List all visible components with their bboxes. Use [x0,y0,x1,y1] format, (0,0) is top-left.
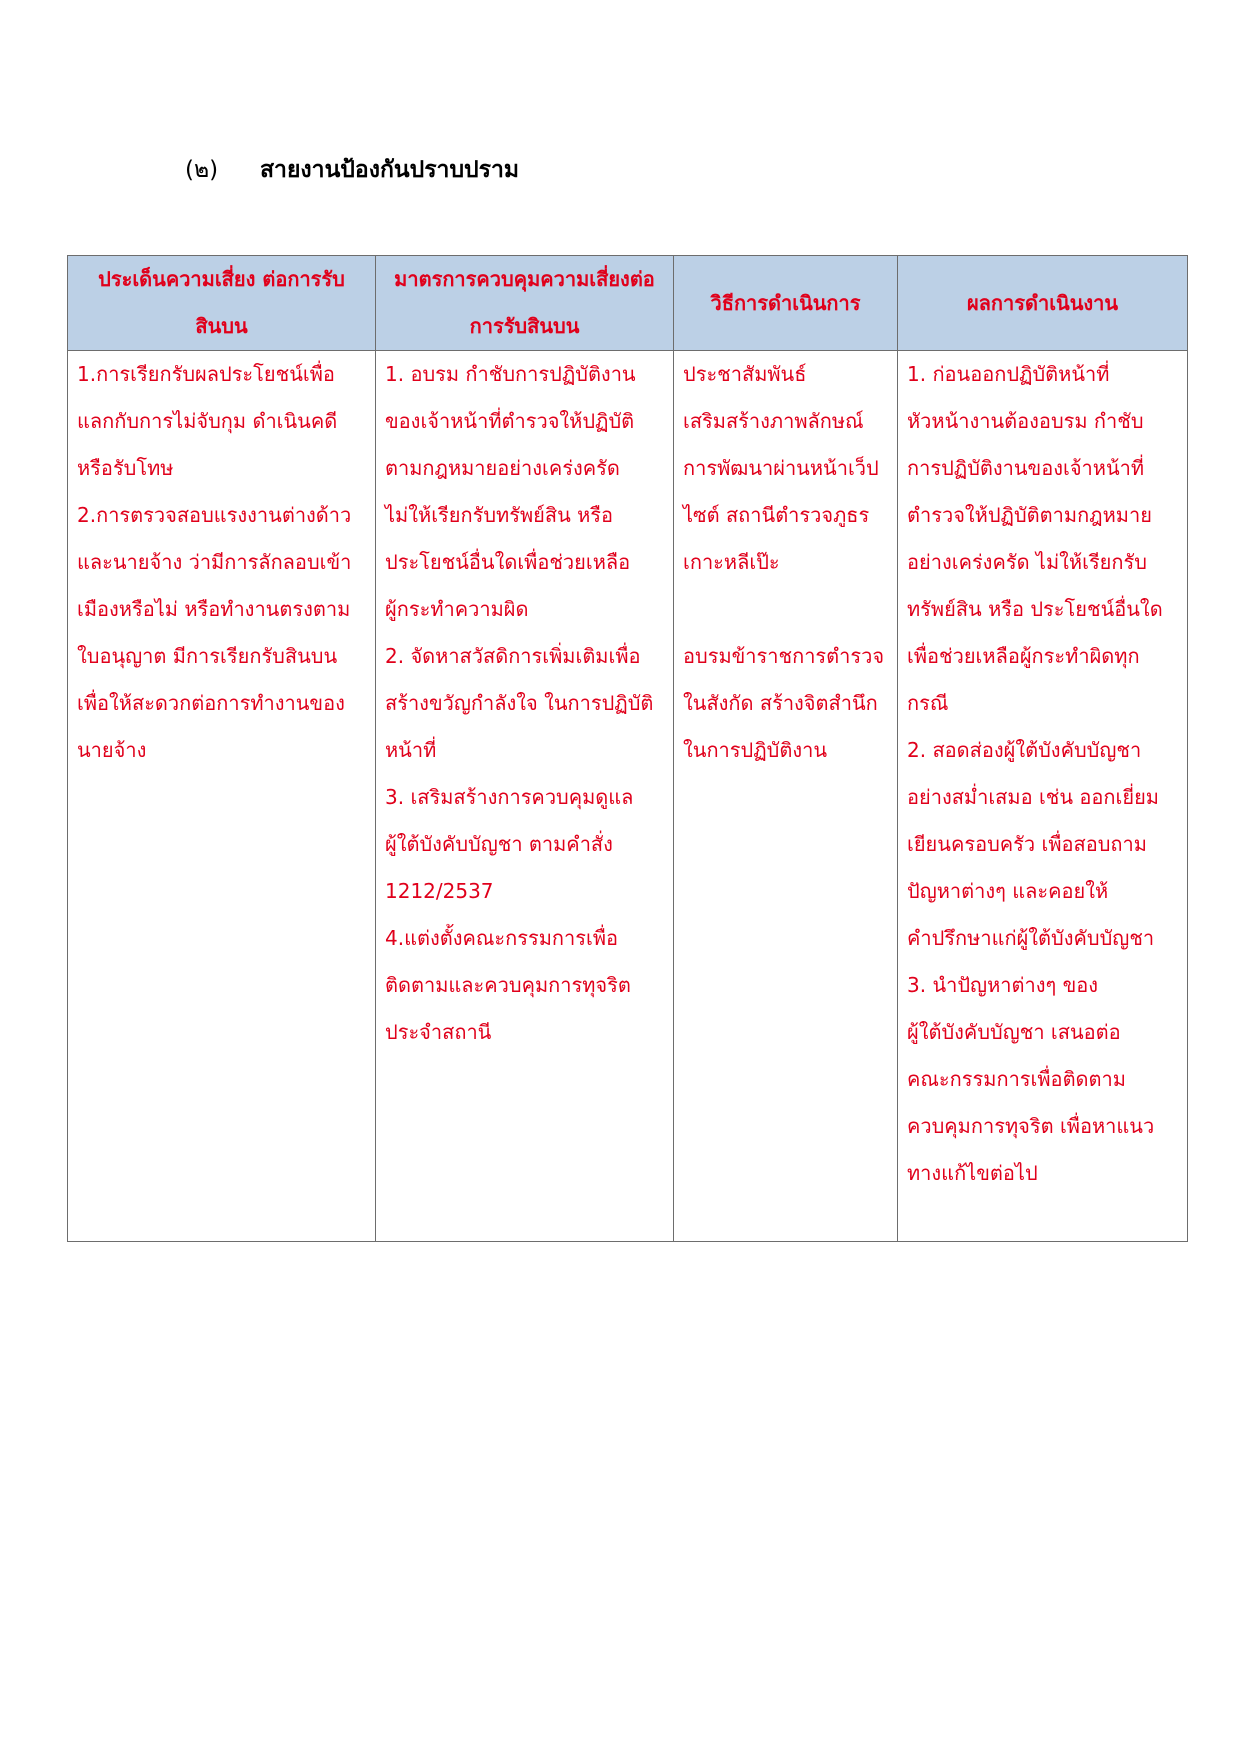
result-line: คำปรึกษาแก่ผู้ใต้บังคับบัญชา [907,926,1155,950]
risk-line: 2.การตรวจสอบแรงงานต่างด้าว [77,503,352,527]
method-line: ในการปฏิบัติงาน [683,738,827,762]
method-cell [674,351,898,1242]
result-line: 1. ก่อนออกปฏิบัติหน้าที่ [907,362,1110,386]
result-line: ตำรวจให้ปฏิบัติตามกฎหมาย [907,503,1152,527]
measure-line: ติดตามและควบคุมการทุจริต [385,973,631,997]
risk-line: เพื่อให้สะดวกต่อการทำงานของ [77,691,345,715]
measure-line: สร้างขวัญกำลังใจ ในการปฏิบัติ [385,691,654,715]
result-line: อย่างสม่ำเสมอ เช่น ออกเยี่ยม [907,785,1159,809]
measure-line: 2. จัดหาสวัสดิการเพิ่มเติมเพื่อ [385,644,641,668]
table-row [68,351,1188,1242]
measure-line: ประจำสถานี [385,1020,492,1044]
header-result: ผลการดำเนินงาน [898,256,1188,351]
measure-line: 1. อบรม กำชับการปฏิบัติงาน [385,362,636,386]
measure-line: ประโยชน์อื่นใดเพื่อช่วยเหลือ [385,550,631,574]
method-line: ไซต์ สถานีตำรวจภูธร [683,503,870,527]
result-line: หัวหน้างานต้องอบรม กำชับ [907,409,1144,433]
risk-line: เมืองหรือไม่ หรือทำงานตรงตาม [77,597,351,621]
measure-line: 4.แต่งตั้งคณะกรรมการเพื่อ [385,926,619,950]
result-line: ทางแก้ไขต่อไป [907,1161,1038,1185]
header-risk: ประเด็นความเสี่ยง ต่อการรับสินบน [68,256,376,351]
method-line: ประชาสัมพันธ์ [683,362,807,386]
header-method: วิธีการดำเนินการ [674,256,898,351]
measure-line: ของเจ้าหน้าที่ตำรวจให้ปฏิบัติ [385,409,635,433]
risk-cell [68,351,376,1242]
measure-line: ผู้กระทำความผิด [385,597,529,621]
result-cell [898,351,1188,1242]
risk-table [67,255,1188,1242]
result-line: คณะกรรมการเพื่อติดตาม [907,1067,1126,1091]
section-number: (๒) [185,157,219,183]
method-line: ในสังกัด สร้างจิตสำนึก [683,691,878,715]
result-line: ทรัพย์สิน หรือ ประโยชน์อื่นใด [907,597,1163,621]
section-heading [185,152,519,188]
result-line: ควบคุมการทุจริต เพื่อหาแนว [907,1114,1155,1138]
result-line: ปัญหาต่างๆ และคอยให้ [907,879,1109,903]
method-line: การพัฒนาผ่านหน้าเว็ป [683,456,879,480]
blank-line [683,586,888,633]
method-line: เกาะหลีเป๊ะ [683,550,780,574]
result-line: เพื่อช่วยเหลือผู้กระทำผิดทุก [907,644,1140,668]
result-line: เยียนครอบครัว เพื่อสอบถาม [907,832,1147,856]
measure-cell [376,351,674,1242]
risk-line: หรือรับโทษ [77,456,174,480]
risk-line: นายจ้าง [77,738,147,762]
measure-line: 3. เสริมสร้างการควบคุมดูแล [385,785,634,809]
result-line: กรณี [907,691,949,715]
risk-line: และนายจ้าง ว่ามีการลักลอบเข้า [77,550,352,574]
result-line: ผู้ใต้บังคับบัญชา เสนอต่อ [907,1020,1121,1044]
header-row [68,256,1188,351]
risk-line: ใบอนุญาต มีการเรียกรับสินบน [77,644,338,668]
risk-line: แลกกับการไม่จับกุม ดำเนินคดี [77,409,338,433]
measure-line: 1212/2537 [385,879,494,903]
section-title: สายงานป้องกันปราบปราม [260,157,520,183]
measure-line: ตามกฎหมายอย่างเคร่งครัด [385,456,620,480]
header-measure: มาตรการควบคุมความเสี่ยงต่อการรับสินบน [376,256,674,351]
result-line: การปฏิบัติงานของเจ้าหน้าที่ [907,456,1145,480]
result-line: อย่างเคร่งครัด ไม่ให้เรียกรับ [907,550,1147,574]
measure-line: หน้าที่ [385,738,437,762]
method-line: อบรมข้าราชการตำรวจ [683,644,885,668]
risk-line: 1.การเรียกรับผลประโยชน์เพื่อ [77,362,335,386]
result-line: 3. นำปัญหาต่างๆ ของ [907,973,1099,997]
result-line: 2. สอดส่องผู้ใต้บังคับบัญชา [907,738,1142,762]
method-line: เสริมสร้างภาพลักษณ์ [683,409,864,433]
measure-line: ผู้ใต้บังคับบัญชา ตามคำสั่ง [385,832,613,856]
measure-line: ไม่ให้เรียกรับทรัพย์สิน หรือ [385,503,614,527]
